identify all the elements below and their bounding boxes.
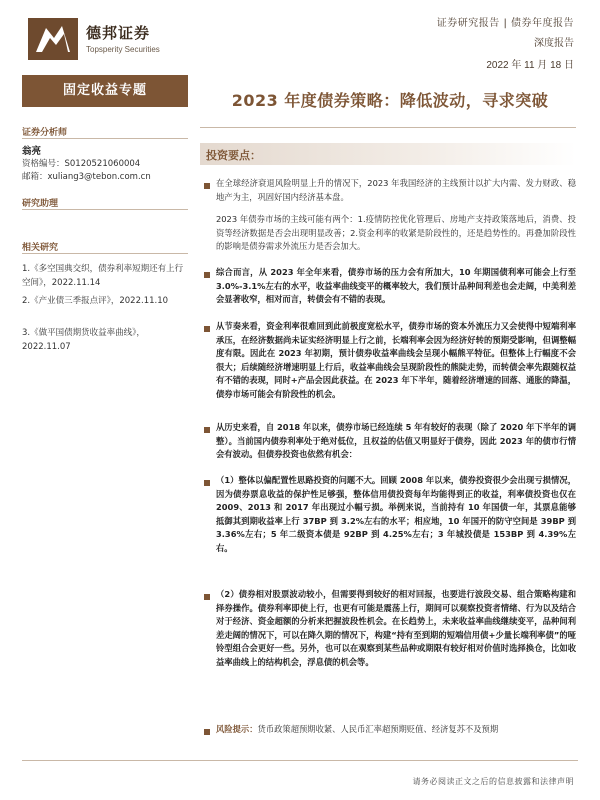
related-label: 相关研究 (22, 243, 59, 253)
paragraph: 从历史来看，自 2018 年以来，债券市场已经连续 5 年有较好的表现（除了 2020 年下半年的调整）。当前国内债券利率处于绝对低位，且权益的估值又明显好于债券，因此 2023 年的债市行情会有波动。但债券投资也依然有机会： (216, 422, 576, 460)
report-meta (437, 14, 574, 71)
paragraph: 综合而言，从 2023 年全年来看，债券市场的压力会有所加大，10 年期国债利率可能会上行至 3.0%-3.1%左右的水平，收益率曲线变平的概率较大，我们预计品种间利差也会走阔，中美利差会显著收窄，相对而言，转债会有不错的表现。 (216, 267, 576, 305)
brand-name-cn: 德邦证券 (86, 24, 151, 42)
bullet-icon (204, 729, 210, 735)
paragraph: （1）整体以偏配置性思路投资的问题不大。回顾 2008 年以来，债券投资很少会出现亏损情况，因为债券票息收益的保护性足够强，整体信用债投资每年均能得到正的收益，利率债投资也仅在 2009、2013 和 2017 年出现过小幅亏损。举例来说，当前持有 10 年国债一年，其票息能够抵御其到期收益率上行 37BP 到 3.2%左右的水平；相应地，10 年国开的防守空间是 39BP 到 3.36%左右；5 年二级资本债是 92BP 到 4.25%左右；3 年城投债是 153BP 到 4.39%左右。 (216, 475, 576, 553)
divider (22, 760, 578, 761)
paragraph: 在全球经济衰退风险明显上升的情况下，2023 年我国经济的主线预计以扩大内需、发力财政、稳地产为主，巩固好国内经济基本盘。 (216, 178, 576, 202)
paragraph: 从节奏来看，资金利率很难回到此前极度宽松水平，债券市场的资本外流压力又会使得中短端利率承压，在经济数据尚未证实经济明显上行之前，长端利率会因为经济好转的预期受影响，但调整幅度有限。因此在 2023 年初期，预计债券收益率曲线会呈现小幅熊平特征。但整体上行幅度不会很大；后续随经济增速明显上行后，收益率曲线会呈现阶段性的熊陡走势，而转债会率先跟随权益有不错的表现，同时+产品会因此获益。在 2023 年下半年，随着经济增速的回落、通胀的降温，债券市场可能会有阶段性的机会。 (216, 321, 576, 399)
bullet-icon (204, 480, 210, 486)
brand-name-en: Topsperity Securities (86, 45, 160, 54)
analyst-label: 证券分析师 (22, 128, 68, 138)
disclaimer: 请务必阅读正文之后的信息披露和法律声明 (412, 777, 574, 786)
report-date: 2022 年 11 月 18 日 (486, 60, 574, 71)
analyst-email[interactable]: 邮箱：xuliang3@tebon.com.cn (22, 172, 151, 182)
bullet-icon (204, 326, 210, 332)
related-item[interactable]: 1.《多空国典交织，债券利率短期还有上行空间》，2022.11.14 (22, 264, 184, 288)
page-title: 2023 年度债券策略：降低波动，寻求突破 (231, 91, 549, 110)
divider (22, 138, 188, 139)
divider (22, 253, 188, 254)
brand-logo (28, 18, 78, 60)
divider (22, 209, 188, 210)
paragraph: （2）债券相对股票波动较小，但需要得到较好的相对回报，也要进行波段交易、组合策略构建和择券操作。债券利率即使上行，也更有可能是震荡上行，期间可以观察投资者情绪、行为以及结合对于经济、资金超额的分析来把握波段性机会。在长趋势上，未来收益率曲线继续变平，品种间利差走阔的情况下，可以在降久期的情况下，构建“持有至到期的短端信用债+少量长端利率债”的哑铃型组合会更好一些。另外，也可以在观察到某些品种或期限有较好相对价值时选择换仓，比如收益率曲线上的结构机会，浮息债的机会等。 (216, 589, 576, 667)
bullet-icon (204, 183, 210, 189)
analyst-name: 翁亮 (22, 146, 42, 157)
analyst-license: 资格编号：S0120521060004 (22, 159, 141, 169)
risk-label: 风险提示： (216, 724, 258, 734)
paragraph: 2023 年债券市场的主线可能有两个：1.疫情防控优化管理后、房地产支持政策落地后，消费、投资等经济数据是否会出现明显改善；2.资金利率的收紧是阶段性的，还是趋势性的。再叠加阶段性的影响是债券需求外流压力是否会加大。 (216, 214, 576, 252)
section-title: 固定收益专题 (22, 75, 188, 107)
related-item[interactable]: 2.《产业债三季报点评》，2022.11.10 (22, 296, 169, 306)
divider (200, 127, 576, 128)
related-item[interactable]: 3.《做平国债期货收益率曲线》，2022.11.07 (22, 328, 145, 352)
bullet-icon (204, 272, 210, 278)
report-type: 证券研究报告 | 债券年度报告 (436, 18, 574, 29)
invest-points-label: 投资要点： (206, 149, 261, 162)
bullet-icon (204, 427, 210, 433)
risk-text: 货币政策超预期收紧、人民币汇率超预期贬值、经济复苏不及预期 (257, 724, 499, 734)
risk-paragraph (216, 723, 576, 737)
bullet-icon (204, 594, 210, 600)
brand (86, 22, 160, 54)
assistant-label: 研究助理 (22, 199, 59, 209)
report-subtype: 深度报告 (534, 38, 574, 49)
